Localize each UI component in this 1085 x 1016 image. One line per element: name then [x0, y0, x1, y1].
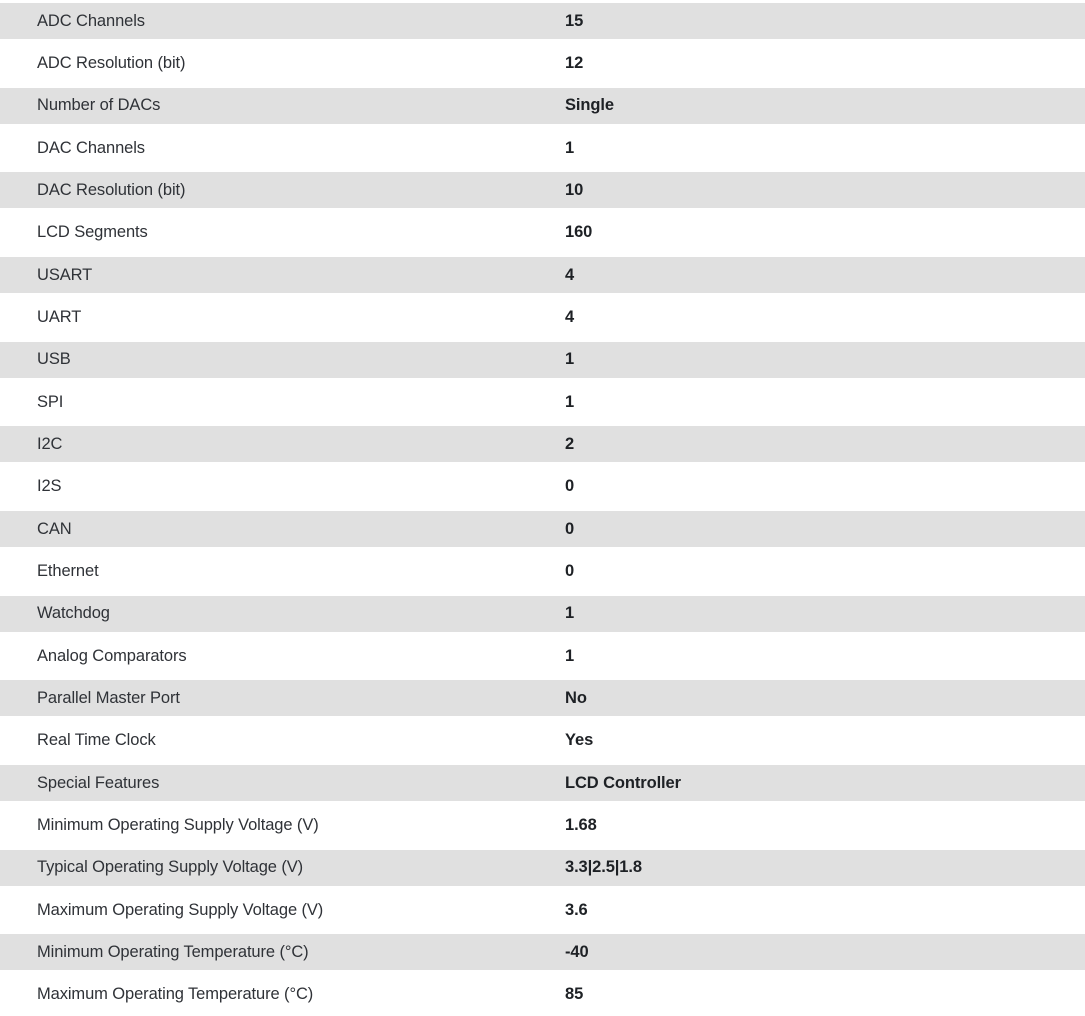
table-row	[0, 889, 1085, 931]
spec-row-label: Watchdog	[37, 604, 110, 623]
spec-row-value: 1	[565, 350, 575, 369]
spec-row-label: SPI	[37, 392, 64, 411]
spec-row-value: 1	[565, 392, 575, 411]
spec-row-label: Minimum Operating Temperature (°C)	[37, 942, 309, 961]
spec-row-value: -40	[565, 942, 589, 961]
table-row	[0, 466, 1085, 508]
spec-row-value: 85	[565, 985, 584, 1004]
spec-row-label: USART	[37, 265, 93, 284]
spec-row-value: 1.68	[565, 815, 597, 834]
spec-row-value: 3.6	[565, 900, 588, 919]
table-row	[0, 42, 1085, 84]
spec-row-label: Maximum Operating Temperature (°C)	[37, 985, 314, 1004]
spec-row-label: Minimum Operating Supply Voltage (V)	[37, 815, 319, 834]
table-row	[0, 339, 1085, 381]
spec-row-label: I2S	[37, 477, 62, 496]
spec-row-value: 3.3|2.5|1.8	[565, 858, 642, 877]
table-row	[0, 508, 1085, 550]
spec-row-value: 4	[565, 307, 575, 326]
table-row	[0, 423, 1085, 465]
spec-row-value: 160	[565, 223, 593, 242]
spec-row-value: 4	[565, 265, 575, 284]
spec-row-label: CAN	[37, 519, 72, 538]
spec-row-label: Typical Operating Supply Voltage (V)	[37, 858, 304, 877]
spec-row-label: Number of DACs	[37, 96, 161, 115]
spec-row-label: I2C	[37, 434, 63, 453]
spec-row-label: DAC Channels	[37, 138, 145, 157]
table-row	[0, 254, 1085, 296]
spec-row-label: Ethernet	[37, 561, 99, 580]
spec-row-label: Special Features	[37, 773, 160, 792]
spec-row-label: Analog Comparators	[37, 646, 187, 665]
spec-row-label: Maximum Operating Supply Voltage (V)	[37, 900, 324, 919]
spec-row-value: LCD Controller	[565, 773, 681, 792]
spec-row-value: 10	[565, 180, 584, 199]
spec-row-value: 0	[565, 477, 575, 496]
spec-row-label: UART	[37, 307, 82, 326]
spec-row-value: 15	[565, 11, 584, 30]
spec-row-label: USB	[37, 350, 71, 369]
spec-row-label: DAC Resolution (bit)	[37, 180, 186, 199]
table-row	[0, 931, 1085, 973]
spec-row-value: Single	[565, 96, 614, 115]
table-row	[0, 804, 1085, 846]
spec-row-label: Real Time Clock	[37, 731, 156, 750]
spec-row-value: No	[565, 688, 587, 707]
table-row	[0, 974, 1085, 1016]
table-row	[0, 0, 1085, 42]
table-row	[0, 720, 1085, 762]
spec-row-value: Yes	[565, 731, 594, 750]
spec-row-value: 0	[565, 519, 575, 538]
table-row	[0, 127, 1085, 169]
spec-row-value: 1	[565, 604, 575, 623]
spec-row-label: Parallel Master Port	[37, 688, 180, 707]
table-row	[0, 296, 1085, 338]
table-row	[0, 847, 1085, 889]
spec-row-label: ADC Resolution (bit)	[37, 53, 186, 72]
table-row	[0, 381, 1085, 423]
spec-row-label: ADC Channels	[37, 11, 145, 30]
table-row	[0, 169, 1085, 211]
table-row	[0, 212, 1085, 254]
table-row	[0, 593, 1085, 635]
spec-row-value: 2	[565, 434, 575, 453]
spec-row-value: 1	[565, 646, 575, 665]
table-row	[0, 85, 1085, 127]
spec-row-value: 12	[565, 53, 584, 72]
table-row	[0, 550, 1085, 592]
table-row	[0, 635, 1085, 677]
spec-row-value: 1	[565, 138, 575, 157]
spec-row-label: LCD Segments	[37, 223, 148, 242]
table-row	[0, 677, 1085, 719]
spec-row-value: 0	[565, 561, 575, 580]
table-row	[0, 762, 1085, 804]
